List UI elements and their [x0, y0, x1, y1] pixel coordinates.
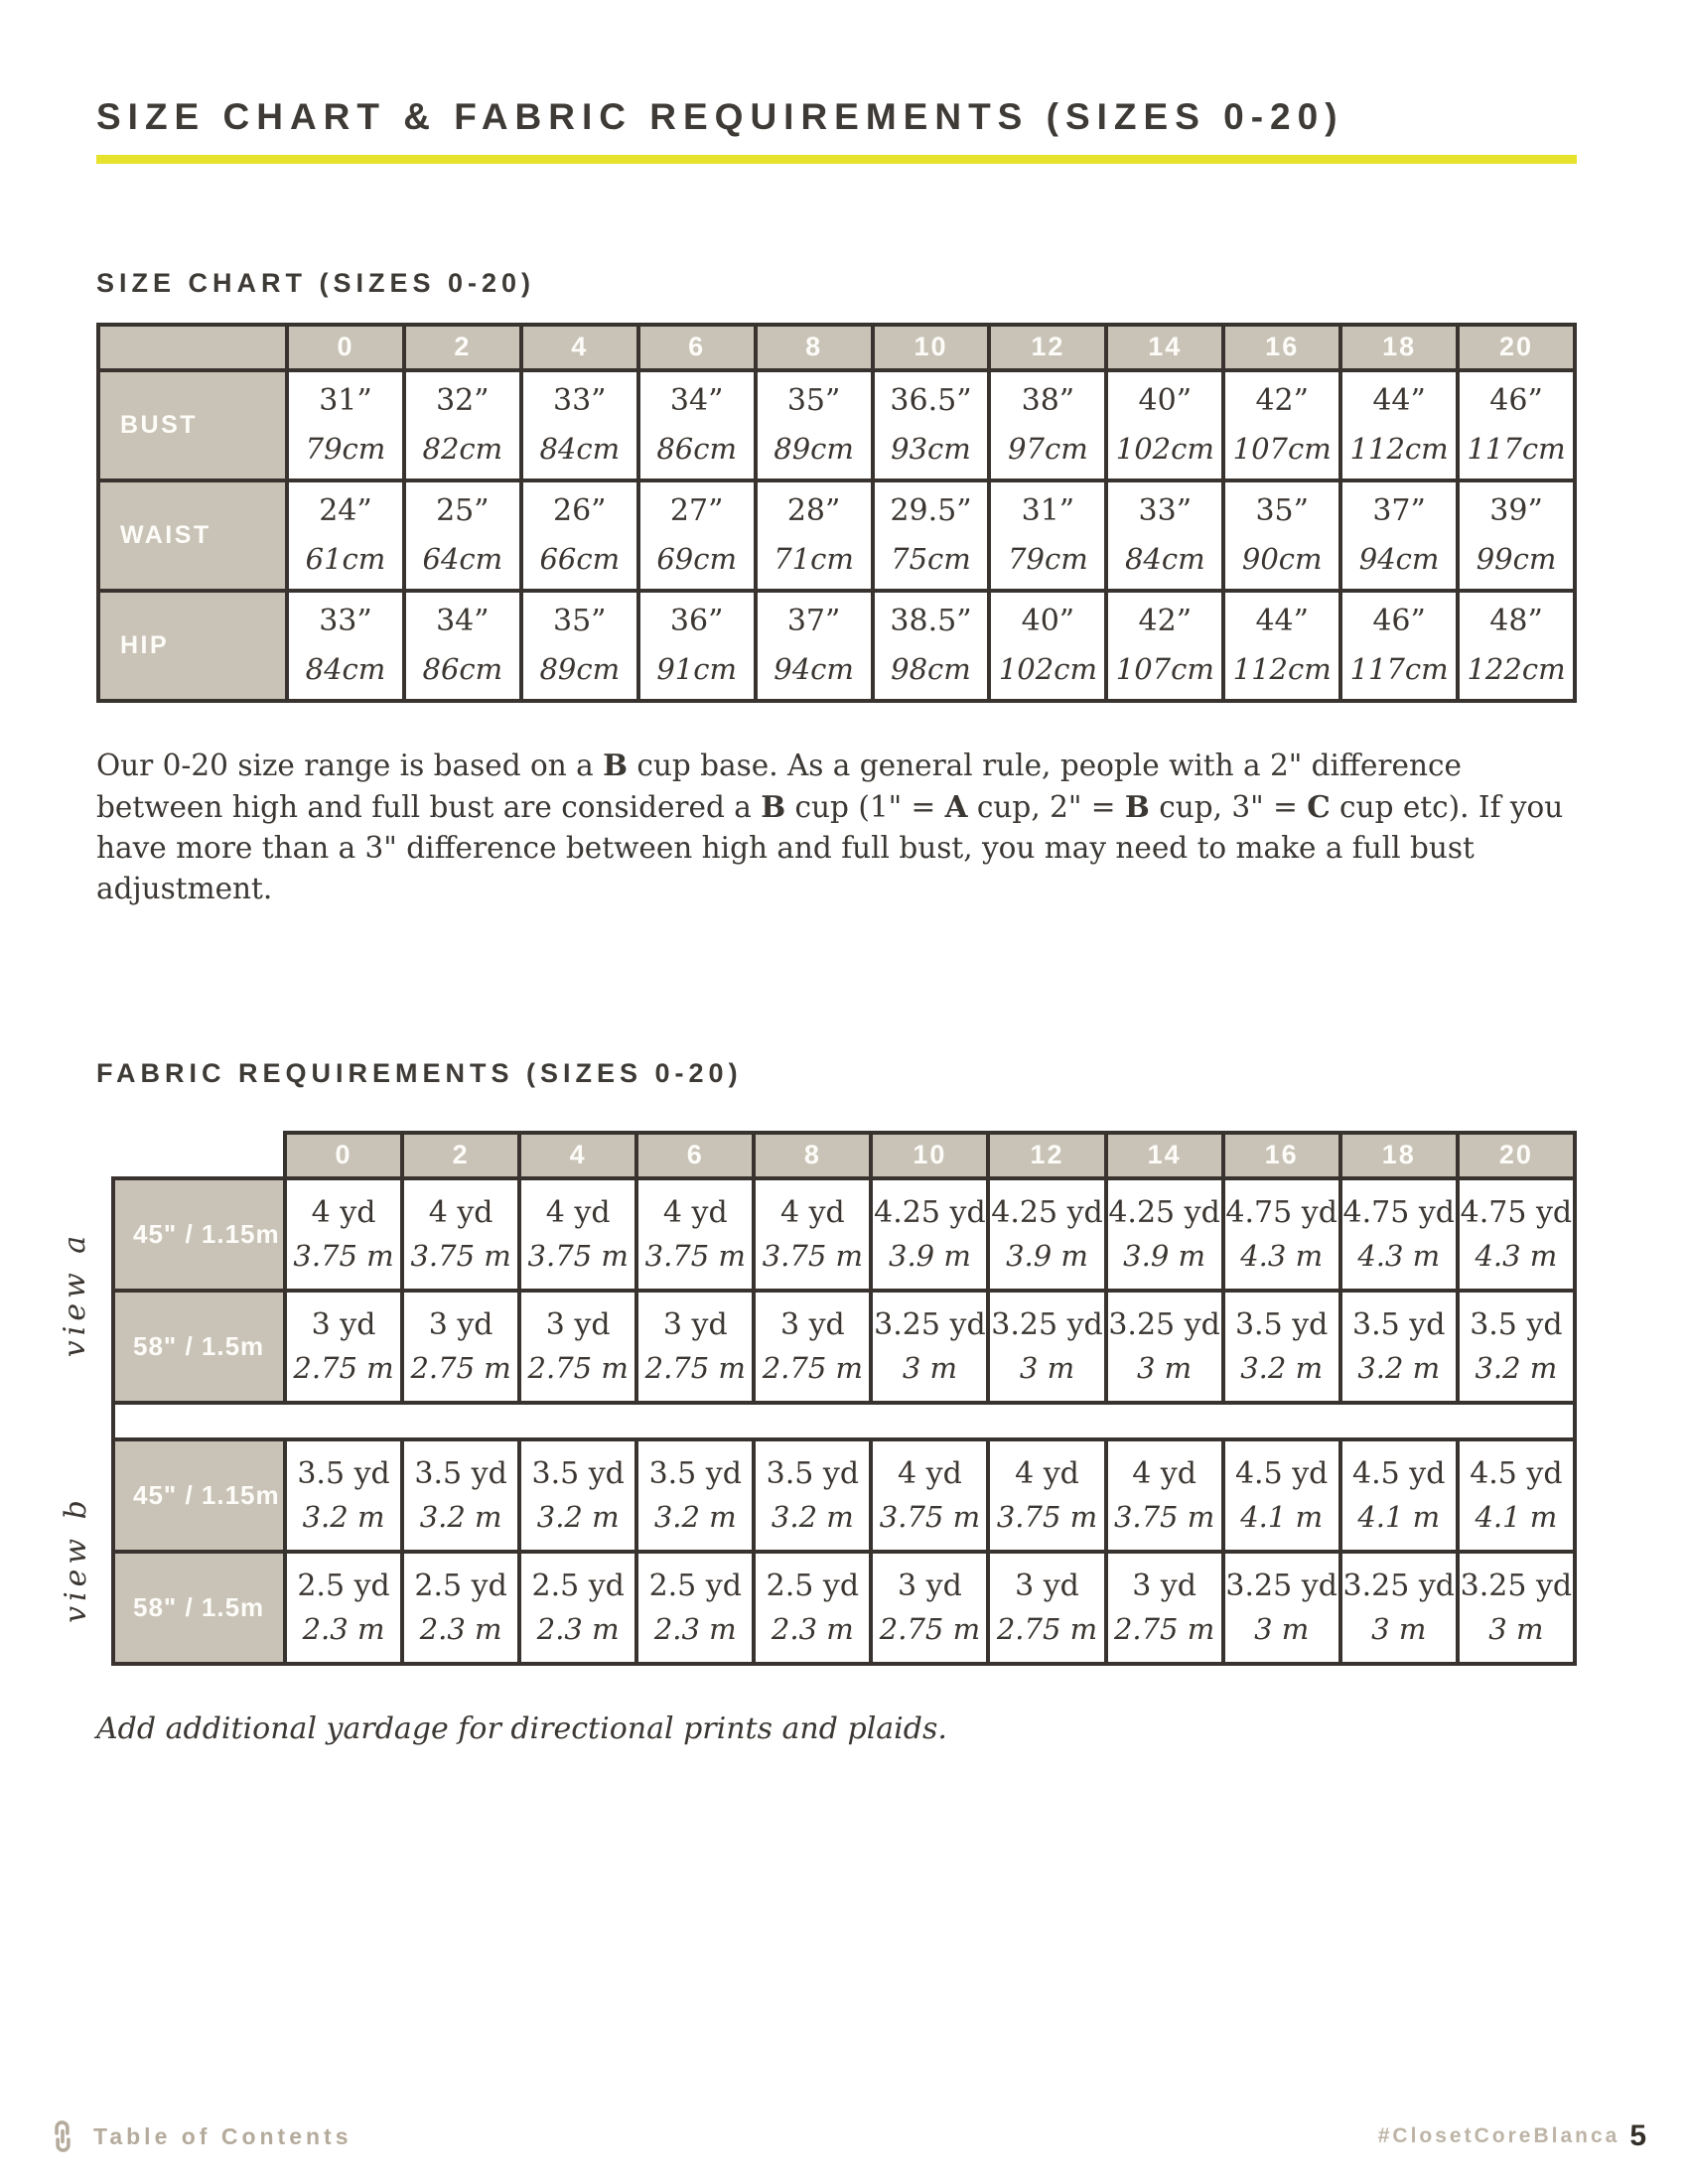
- fabric-meters: 2.75 m: [1113, 1611, 1215, 1646]
- measurement-cell: [756, 591, 873, 701]
- measurement-cm: 84cm: [539, 432, 621, 467]
- measurement-cm: 91cm: [656, 652, 737, 687]
- fabric-cell: [1106, 1552, 1223, 1664]
- fabric-meters: 3.9 m: [1006, 1238, 1088, 1273]
- fabric-cell: [1223, 1552, 1340, 1664]
- fabric-size-header: 14: [1106, 1133, 1223, 1178]
- fabric-size-header: 18: [1340, 1133, 1458, 1178]
- measurement-cm: 69cm: [656, 542, 737, 577]
- measurement-cell: [1458, 591, 1575, 701]
- measurement-cm: 75cm: [891, 542, 971, 577]
- fabric-cell: [519, 1439, 636, 1552]
- fabric-meters: 3.75 m: [293, 1238, 394, 1273]
- measurement-cell: [1340, 591, 1458, 701]
- fabric-cell: [285, 1291, 402, 1403]
- fabric-cell: [1223, 1178, 1340, 1291]
- measurement-cell: [404, 480, 521, 591]
- size-column-header: 18: [1340, 325, 1458, 370]
- fabric-cell: [1458, 1291, 1575, 1403]
- fabric-yards: 4.25 yd: [874, 1194, 986, 1230]
- fabric-yards: 3.5 yd: [766, 1455, 860, 1491]
- fabric-cell: [402, 1439, 519, 1552]
- fabric-table-wrapper: [58, 1131, 1577, 1666]
- fabric-width-label: 58" / 1.5m: [113, 1552, 285, 1664]
- fabric-yards: 4.5 yd: [1470, 1455, 1563, 1491]
- measurement-cell: [1340, 480, 1458, 591]
- measurement-cm: 112cm: [1349, 432, 1449, 467]
- measurement-cm: 79cm: [305, 432, 386, 467]
- measurement-cm: 84cm: [305, 652, 386, 687]
- measurement-cell: [1106, 591, 1223, 701]
- measurement-inches: 29.5”: [890, 493, 972, 529]
- fabric-yards: 3 yd: [1015, 1568, 1079, 1603]
- fabric-cell: [754, 1552, 871, 1664]
- page-title: SIZE CHART & FABRIC REQUIREMENTS (SIZES 0-20): [96, 96, 1344, 137]
- fabric-yards: 2.5 yd: [648, 1568, 742, 1603]
- fabric-meters: 2.75 m: [293, 1350, 394, 1385]
- measurement-cell: [1106, 480, 1223, 591]
- fabric-yards: 3 yd: [779, 1306, 845, 1342]
- view-spacer-row: [113, 1403, 1575, 1439]
- measurement-cm: 94cm: [774, 652, 854, 687]
- measurement-cell: [1340, 370, 1458, 480]
- fabric-cell: [1458, 1552, 1575, 1664]
- measurement-cm: 122cm: [1467, 652, 1566, 687]
- fabric-row: [113, 1178, 1575, 1291]
- fabric-cell: [402, 1291, 519, 1403]
- fabric-meters: 3 m: [1019, 1350, 1075, 1385]
- measurement-inches: 26”: [553, 493, 607, 529]
- cup-size-note: Our 0-20 size range is based on a B cup base. As a general rule, people with a 2" difference between high and full bust are considered a B cup (1" = A cup, 2" = B cup, 3" = C cup etc). If you have more than a 3" difference between high and full bust, you may need to make a full bust adjustment.: [96, 747, 1564, 905]
- fabric-yards: 4.75 yd: [1225, 1194, 1337, 1230]
- fabric-yards: 4.75 yd: [1342, 1194, 1455, 1230]
- fabric-cell: [871, 1552, 988, 1664]
- view-a-label: view a: [58, 1230, 93, 1358]
- measurement-inches: 35”: [786, 383, 841, 419]
- size-column-header: 0: [287, 325, 404, 370]
- fabric-yards: 3.5 yd: [648, 1455, 742, 1491]
- measurement-inches: 44”: [1255, 604, 1309, 639]
- fabric-width-label: 58" / 1.5m: [113, 1291, 285, 1403]
- yardage-note: Add additional yardage for directional prints and plaids.: [96, 1710, 947, 1746]
- fabric-meters: 4.1 m: [1475, 1499, 1558, 1534]
- measurement-cell: [756, 480, 873, 591]
- fabric-cell: [636, 1178, 754, 1291]
- fabric-meters: 3.2 m: [653, 1499, 737, 1534]
- fabric-cell: [871, 1291, 988, 1403]
- fabric-meters: 3.9 m: [889, 1238, 971, 1273]
- measurement-cell: [287, 591, 404, 701]
- measurement-inches: 38”: [1021, 383, 1075, 419]
- fabric-size-header: 4: [519, 1133, 636, 1178]
- fabric-cell: [285, 1552, 402, 1664]
- measurement-inches: 44”: [1372, 383, 1426, 419]
- measurement-inches: 33”: [1138, 493, 1193, 529]
- measurement-cm: 66cm: [539, 542, 621, 577]
- fabric-cell: [636, 1439, 754, 1552]
- fabric-cell: [988, 1552, 1105, 1664]
- measurement-cm: 107cm: [1232, 432, 1332, 467]
- fabric-table-body: [113, 1133, 1575, 1664]
- fabric-meters: 3.9 m: [1123, 1238, 1205, 1273]
- fabric-meters: 2.3 m: [771, 1611, 854, 1646]
- measurement-cell: [1223, 480, 1340, 591]
- fabric-yards: 3 yd: [428, 1306, 493, 1342]
- fabric-meters: 3.75 m: [762, 1238, 863, 1273]
- fabric-meters: 4.1 m: [1240, 1499, 1324, 1534]
- fabric-yards: 3 yd: [898, 1568, 962, 1603]
- fabric-cell: [988, 1291, 1105, 1403]
- measurement-cell: [1458, 370, 1575, 480]
- fabric-cell: [1106, 1178, 1223, 1291]
- measurement-cell: [521, 370, 638, 480]
- fabric-yards: 2.5 yd: [414, 1568, 507, 1603]
- fabric-cell: [1340, 1552, 1458, 1664]
- fabric-meters: 2.75 m: [527, 1350, 629, 1385]
- accent-rule: [96, 155, 1577, 164]
- fabric-meters: 4.3 m: [1240, 1238, 1324, 1273]
- fabric-width-label: 45" / 1.15m: [113, 1178, 285, 1291]
- fabric-meters: 2.75 m: [879, 1611, 981, 1646]
- fabric-cell: [285, 1178, 402, 1291]
- page-number: 5: [1629, 2119, 1646, 2152]
- fabric-size-header: 16: [1223, 1133, 1340, 1178]
- fabric-size-header: 2: [402, 1133, 519, 1178]
- measurement-cm: 86cm: [422, 652, 503, 687]
- fabric-cell: [754, 1439, 871, 1552]
- measurement-row: [98, 370, 1575, 480]
- size-chart-corner-cell: [98, 325, 287, 370]
- measurement-inches: 25”: [436, 493, 490, 529]
- measurement-cell: [873, 370, 990, 480]
- fabric-yards: 3.5 yd: [1234, 1306, 1329, 1342]
- measurement-inches: 38.5”: [890, 604, 972, 639]
- measurement-inches: 31”: [319, 383, 372, 419]
- size-column-header: 12: [989, 325, 1106, 370]
- fabric-cell: [1340, 1439, 1458, 1552]
- size-column-header: 2: [404, 325, 521, 370]
- page-footer: [45, 2118, 1646, 2154]
- fabric-meters: 3.2 m: [302, 1499, 385, 1534]
- fabric-size-header: 12: [988, 1133, 1105, 1178]
- fabric-cell: [1106, 1439, 1223, 1552]
- fabric-cell: [636, 1291, 754, 1403]
- fabric-meters: 3.75 m: [1113, 1499, 1215, 1534]
- fabric-yards: 4.5 yd: [1234, 1455, 1329, 1491]
- measurement-inches: 35”: [553, 604, 607, 639]
- toc-label: Table of Contents: [93, 2122, 352, 2149]
- fabric-yards: 3.5 yd: [414, 1455, 507, 1491]
- fabric-cell: [1223, 1439, 1340, 1552]
- measurement-cm: 102cm: [998, 652, 1097, 687]
- measurement-cell: [521, 591, 638, 701]
- fabric-yards: 4 yd: [898, 1455, 962, 1491]
- fabric-cell: [402, 1552, 519, 1664]
- fabric-yards: 3.25 yd: [991, 1306, 1103, 1342]
- fabric-row: [113, 1291, 1575, 1403]
- link-icon: [38, 2112, 88, 2162]
- measurement-inches: 33”: [553, 383, 607, 419]
- measurement-inches: 40”: [1021, 604, 1075, 639]
- measurement-cell: [1458, 480, 1575, 591]
- measurement-cm: 102cm: [1115, 432, 1214, 467]
- measurement-cell: [1223, 591, 1340, 701]
- fabric-meters: 2.3 m: [653, 1611, 737, 1646]
- fabric-meters: 3 m: [1488, 1611, 1544, 1646]
- fabric-yards: 3.5 yd: [297, 1455, 390, 1491]
- measurement-row: [98, 591, 1575, 701]
- fabric-cell: [754, 1178, 871, 1291]
- view-b-label: view b: [58, 1495, 93, 1624]
- fabric-requirements-table: [111, 1131, 1577, 1666]
- fabric-yards: 3.5 yd: [1352, 1306, 1446, 1342]
- fabric-cell: [754, 1291, 871, 1403]
- fabric-yards: 4.5 yd: [1352, 1455, 1446, 1491]
- fabric-cell: [519, 1291, 636, 1403]
- fabric-yards: 3.5 yd: [1470, 1306, 1563, 1342]
- size-chart-heading: SIZE CHART (SIZES 0-20): [96, 267, 536, 298]
- footer-brand: [1378, 2119, 1646, 2153]
- fabric-meters: 4.3 m: [1357, 1238, 1441, 1273]
- fabric-cell: [988, 1178, 1105, 1291]
- measurement-cell: [404, 591, 521, 701]
- fabric-meters: 3.2 m: [1240, 1350, 1324, 1385]
- fabric-cell: [402, 1178, 519, 1291]
- measurement-cm: 64cm: [422, 542, 503, 577]
- fabric-yards: 3 yd: [662, 1306, 728, 1342]
- measurement-cell: [989, 591, 1106, 701]
- measurement-cell: [1106, 370, 1223, 480]
- measurement-inches: 39”: [1489, 493, 1543, 529]
- measurement-label: BUST: [98, 370, 287, 480]
- measurement-inches: 32”: [436, 383, 490, 419]
- measurement-cell: [521, 480, 638, 591]
- measurement-cm: 89cm: [539, 652, 621, 687]
- fabric-meters: 4.3 m: [1475, 1238, 1558, 1273]
- measurement-inches: 34”: [436, 604, 490, 639]
- fabric-meters: 3.75 m: [410, 1238, 511, 1273]
- fabric-meters: 2.3 m: [419, 1611, 502, 1646]
- fabric-yards: 3.5 yd: [531, 1455, 625, 1491]
- fabric-size-header: 6: [636, 1133, 754, 1178]
- fabric-yards: 2.5 yd: [297, 1568, 390, 1603]
- fabric-yards: 4 yd: [779, 1194, 845, 1230]
- fabric-cell: [636, 1552, 754, 1664]
- size-chart-table: [96, 323, 1577, 703]
- measurement-cm: 107cm: [1115, 652, 1214, 687]
- measurement-cell: [873, 480, 990, 591]
- size-column-header: 6: [638, 325, 756, 370]
- fabric-cell: [871, 1439, 988, 1552]
- measurement-cm: 99cm: [1476, 542, 1557, 577]
- measurement-row: [98, 480, 1575, 591]
- size-header-row: [98, 325, 1575, 370]
- fabric-size-header: 8: [754, 1133, 871, 1178]
- measurement-cm: 98cm: [891, 652, 971, 687]
- fabric-cell: [1458, 1178, 1575, 1291]
- measurement-cell: [404, 370, 521, 480]
- fabric-cell: [1340, 1291, 1458, 1403]
- fabric-cell: [988, 1439, 1105, 1552]
- measurement-inches: 34”: [669, 383, 724, 419]
- size-column-header: 10: [873, 325, 990, 370]
- fabric-meters: 3.2 m: [771, 1499, 854, 1534]
- fabric-yards: 3.25 yd: [1342, 1568, 1455, 1603]
- measurement-cm: 117cm: [1467, 432, 1566, 467]
- fabric-meters: 3.2 m: [1475, 1350, 1558, 1385]
- measurement-cell: [873, 591, 990, 701]
- fabric-cell: [1223, 1291, 1340, 1403]
- measurement-cm: 97cm: [1008, 432, 1088, 467]
- fabric-header-row: [113, 1133, 1575, 1178]
- fabric-yards: 4 yd: [662, 1194, 728, 1230]
- measurement-cell: [638, 480, 756, 591]
- fabric-yards: 4.25 yd: [1108, 1194, 1220, 1230]
- measurement-cm: 94cm: [1358, 542, 1440, 577]
- measurement-cm: 93cm: [891, 432, 971, 467]
- fabric-cell: [285, 1439, 402, 1552]
- fabric-meters: 2.75 m: [644, 1350, 746, 1385]
- measurement-cm: 89cm: [774, 432, 854, 467]
- table-of-contents-link[interactable]: [45, 2118, 352, 2154]
- fabric-yards: 2.5 yd: [531, 1568, 625, 1603]
- fabric-size-header: 0: [285, 1133, 402, 1178]
- hashtag: #ClosetCoreBlanca: [1377, 2124, 1620, 2147]
- fabric-meters: 3.75 m: [996, 1499, 1098, 1534]
- measurement-inches: 37”: [786, 604, 841, 639]
- measurement-cm: 61cm: [305, 542, 386, 577]
- fabric-corner-cell: [113, 1133, 285, 1178]
- measurement-label: WAIST: [98, 480, 287, 591]
- fabric-cell: [1458, 1439, 1575, 1552]
- measurement-label: HIP: [98, 591, 287, 701]
- fabric-meters: 3 m: [1254, 1611, 1310, 1646]
- fabric-meters: 3.75 m: [879, 1499, 981, 1534]
- measurement-cm: 112cm: [1232, 652, 1332, 687]
- fabric-cell: [871, 1178, 988, 1291]
- fabric-yards: 4 yd: [1015, 1455, 1079, 1491]
- measurement-inches: 24”: [319, 493, 372, 529]
- fabric-cell: [1106, 1291, 1223, 1403]
- fabric-yards: 4 yd: [1132, 1455, 1196, 1491]
- fabric-meters: 3 m: [1371, 1611, 1427, 1646]
- size-column-header: 16: [1223, 325, 1340, 370]
- size-column-header: 20: [1458, 325, 1575, 370]
- fabric-yards: 3.25 yd: [1108, 1306, 1220, 1342]
- measurement-inches: 28”: [786, 493, 841, 529]
- measurement-inches: 33”: [319, 604, 372, 639]
- size-column-header: 4: [521, 325, 638, 370]
- measurement-cm: 86cm: [656, 432, 737, 467]
- fabric-yards: 3.25 yd: [1225, 1568, 1337, 1603]
- size-chart-body: [98, 325, 1575, 701]
- measurement-cm: 82cm: [422, 432, 503, 467]
- fabric-meters: 3 m: [1137, 1350, 1193, 1385]
- fabric-meters: 2.75 m: [762, 1350, 863, 1385]
- fabric-meters: 2.75 m: [410, 1350, 511, 1385]
- measurement-inches: 31”: [1021, 493, 1075, 529]
- measurement-cm: 90cm: [1241, 542, 1323, 577]
- fabric-yards: 2.5 yd: [766, 1568, 860, 1603]
- measurement-cell: [638, 591, 756, 701]
- fabric-meters: 2.3 m: [536, 1611, 620, 1646]
- fabric-meters: 3.2 m: [1357, 1350, 1441, 1385]
- fabric-cell: [1340, 1178, 1458, 1291]
- measurement-inches: 42”: [1255, 383, 1309, 419]
- fabric-meters: 2.3 m: [302, 1611, 385, 1646]
- view-spacer-cell: [113, 1403, 1575, 1439]
- fabric-yards: 3.25 yd: [1460, 1568, 1573, 1603]
- measurement-inches: 36”: [669, 604, 724, 639]
- fabric-size-header: 20: [1458, 1133, 1575, 1178]
- fabric-meters: 4.1 m: [1357, 1499, 1441, 1534]
- fabric-meters: 3.75 m: [527, 1238, 629, 1273]
- fabric-cell: [519, 1178, 636, 1291]
- fabric-yards: 3 yd: [1132, 1568, 1196, 1603]
- measurement-cell: [638, 370, 756, 480]
- measurement-cell: [287, 370, 404, 480]
- fabric-meters: 3.2 m: [536, 1499, 620, 1534]
- measurement-cm: 84cm: [1124, 542, 1205, 577]
- fabric-yards: 3 yd: [311, 1306, 376, 1342]
- measurement-inches: 35”: [1255, 493, 1309, 529]
- size-column-header: 14: [1106, 325, 1223, 370]
- measurement-cell: [287, 480, 404, 591]
- measurement-inches: 46”: [1372, 604, 1426, 639]
- fabric-cell: [519, 1552, 636, 1664]
- fabric-yards: 3.25 yd: [874, 1306, 986, 1342]
- measurement-inches: 46”: [1489, 383, 1543, 419]
- fabric-yards: 3 yd: [545, 1306, 611, 1342]
- measurement-cell: [989, 370, 1106, 480]
- measurement-inches: 27”: [669, 493, 724, 529]
- measurement-cell: [989, 480, 1106, 591]
- size-column-header: 8: [756, 325, 873, 370]
- fabric-meters: 2.75 m: [996, 1611, 1098, 1646]
- fabric-row: [113, 1552, 1575, 1664]
- measurement-inches: 48”: [1489, 604, 1543, 639]
- measurement-cell: [1223, 370, 1340, 480]
- fabric-requirements-heading: FABRIC REQUIREMENTS (SIZES 0-20): [96, 1057, 743, 1088]
- fabric-row: [113, 1439, 1575, 1552]
- measurement-cm: 71cm: [774, 542, 854, 577]
- fabric-yards: 4 yd: [545, 1194, 611, 1230]
- measurement-cm: 79cm: [1008, 542, 1088, 577]
- measurement-cm: 117cm: [1349, 652, 1449, 687]
- fabric-yards: 4.75 yd: [1460, 1194, 1573, 1230]
- fabric-meters: 3.75 m: [644, 1238, 746, 1273]
- fabric-yards: 4.25 yd: [991, 1194, 1103, 1230]
- fabric-yards: 4 yd: [311, 1194, 376, 1230]
- fabric-yards: 4 yd: [428, 1194, 493, 1230]
- measurement-cell: [756, 370, 873, 480]
- fabric-meters: 3.2 m: [419, 1499, 502, 1534]
- fabric-meters: 3 m: [902, 1350, 958, 1385]
- fabric-width-label: 45" / 1.15m: [113, 1439, 285, 1552]
- measurement-inches: 42”: [1138, 604, 1193, 639]
- measurement-inches: 37”: [1372, 493, 1426, 529]
- measurement-inches: 36.5”: [890, 383, 972, 419]
- fabric-size-header: 10: [871, 1133, 988, 1178]
- measurement-inches: 40”: [1138, 383, 1193, 419]
